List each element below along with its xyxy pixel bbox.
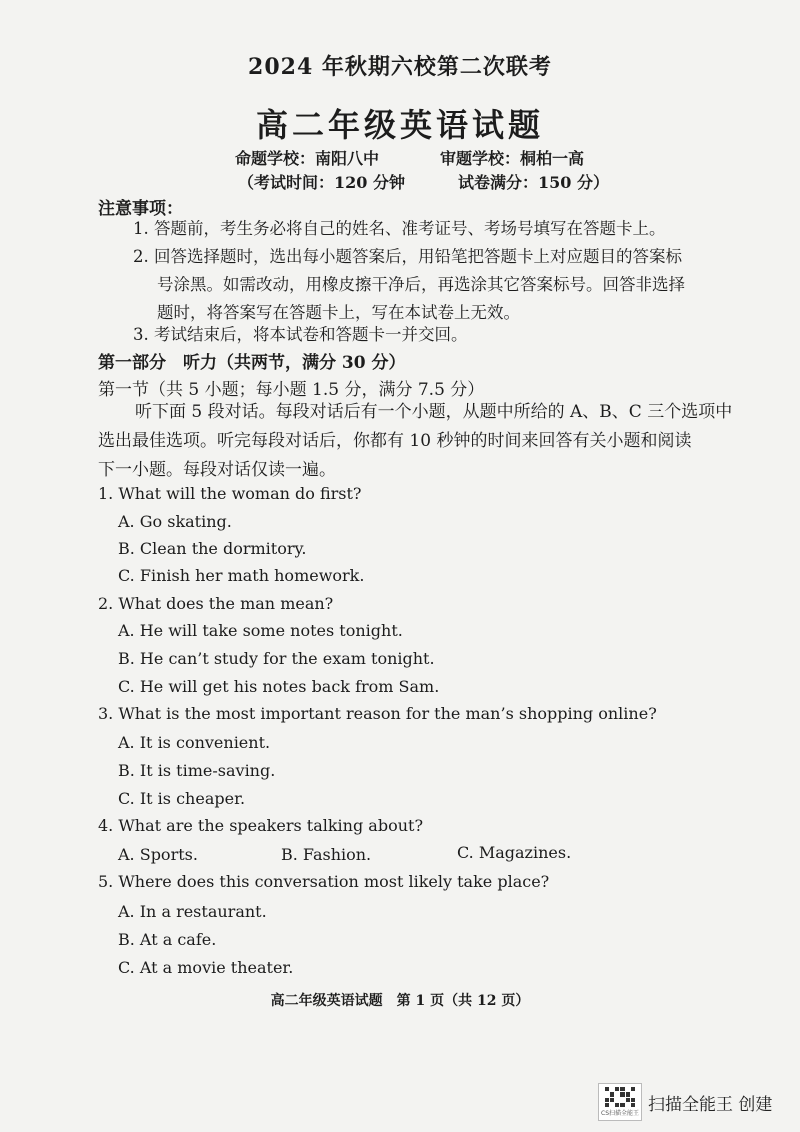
question-1: 1. What will the woman do first? <box>98 484 362 503</box>
notice-heading: 注意事项： <box>98 199 183 219</box>
scanner-logo-label: CS扫描全能王 <box>601 1110 639 1117</box>
page-footer: 高二年级英语试题 第 1 页（共 12 页） <box>270 993 530 1009</box>
option: A. Sports. <box>118 845 198 864</box>
option: C. Finish her math homework. <box>118 566 365 585</box>
option: A. It is convenient. <box>118 733 271 752</box>
instructions-line: 选出最佳选项。听完每段对话后，你都有 10 秒钟的时间来回答有关小题和阅读 <box>98 431 692 451</box>
option: A. In a restaurant. <box>118 902 267 921</box>
exam-title: 2024 年秋期六校第二次联考 <box>248 54 552 80</box>
option: C. Magazines. <box>457 843 572 862</box>
option: A. He will take some notes tonight. <box>118 621 403 640</box>
option: C. It is cheaper. <box>118 789 246 808</box>
option: B. It is time-saving. <box>118 761 276 780</box>
part1-heading: 第一部分 听力（共两节，满分 30 分） <box>98 353 406 373</box>
question-3: 3. What is the most important reason for the man’s shopping online? <box>98 704 657 723</box>
notice-item: 2. 回答选择题时，选出每小题答案后，用铅笔把答题卡上对应题目的答案标 <box>133 247 682 266</box>
option: C. He will get his notes back from Sam. <box>118 677 440 696</box>
exam-score: 试卷满分：150 分） <box>458 173 609 192</box>
notice-item: 1. 答题前，考生务必将自己的姓名、准考证号、考场号填写在答题卡上。 <box>133 219 666 238</box>
option: B. At a cafe. <box>118 930 217 949</box>
notice-item: 号涂黑。如需改动，用橡皮擦干净后，再选涂其它答案标号。回答非选择 <box>157 275 685 294</box>
reviewer-school: 审题学校：桐柏一高 <box>440 149 585 168</box>
option: B. Fashion. <box>281 845 372 864</box>
scanner-watermark <box>598 1080 798 1124</box>
exam-time: （考试时间：120 分钟 <box>238 173 405 192</box>
setter-school: 命题学校：南阳八中 <box>235 149 380 168</box>
option: B. He can’t study for the exam tonight. <box>118 649 435 668</box>
question-5: 5. Where does this conversation most likely take place? <box>98 872 550 891</box>
question-4: 4. What are the speakers talking about? <box>98 816 424 835</box>
instructions-line: 下一小题。每段对话仅读一遍。 <box>98 460 336 480</box>
option: C. At a movie theater. <box>118 958 294 977</box>
scanner-logo-icon <box>598 1083 642 1121</box>
notice-item: 3. 考试结束后，将本试卷和答题卡一并交回。 <box>133 325 468 344</box>
scanner-watermark-text: 扫描全能王 创建 <box>648 1094 773 1115</box>
option: B. Clean the dormitory. <box>118 539 307 558</box>
option: A. Go skating. <box>118 512 232 531</box>
notice-item: 题时，将答案写在答题卡上，写在本试卷上无效。 <box>157 303 520 322</box>
section1-heading: 第一节（共 5 小题；每小题 1.5 分，满分 7.5 分） <box>98 380 485 400</box>
question-2: 2. What does the man mean? <box>98 594 334 613</box>
instructions-line: 听下面 5 段对话。每段对话后有一个小题，从题中所给的 A、B、C 三个选项中 <box>135 402 733 422</box>
subject-title: 高二年级英语试题 <box>255 106 544 144</box>
